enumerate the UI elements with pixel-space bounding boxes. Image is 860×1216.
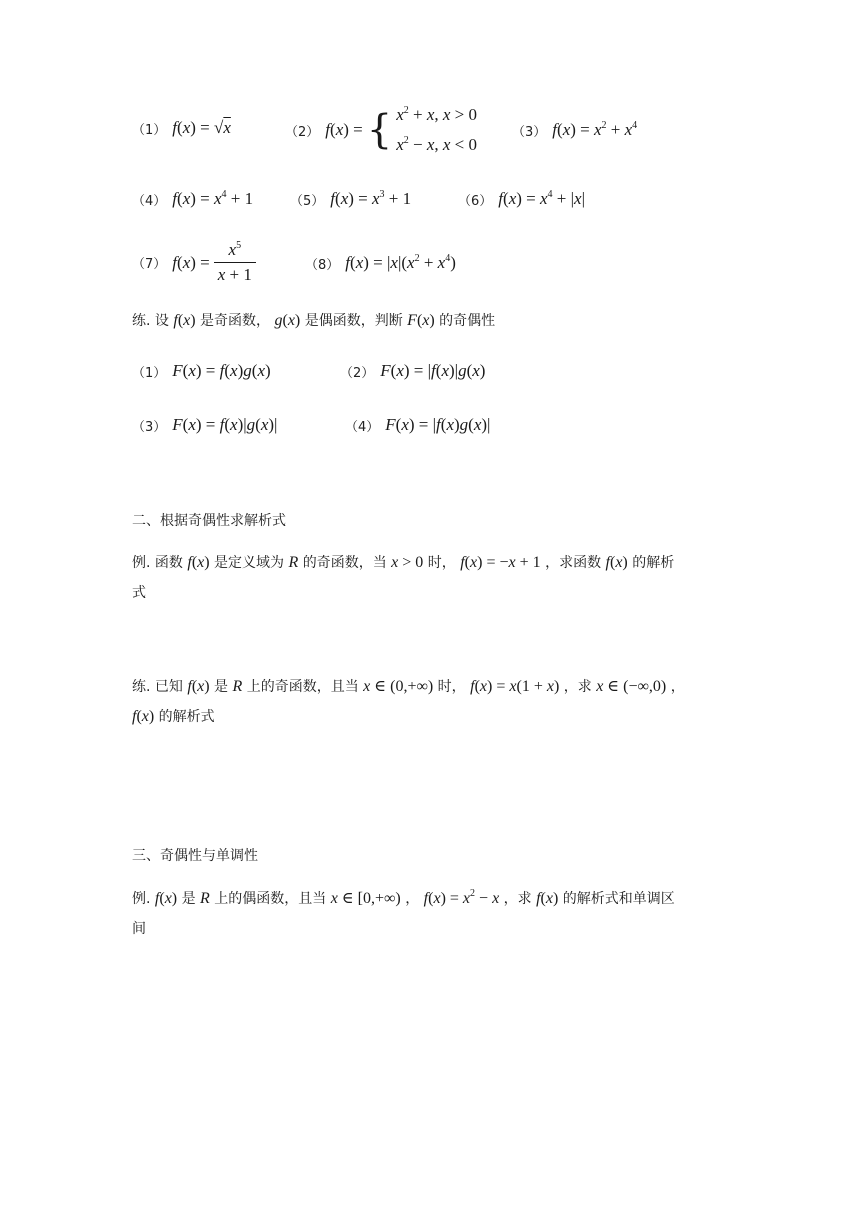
item-number: （1） — [132, 122, 167, 138]
math-expression: f(x) = √x — [172, 118, 231, 137]
exercise-item-5 — [290, 189, 411, 209]
math-expression: $f(x) = x^2 + x^4$ — [552, 120, 638, 139]
exercise-item-1 — [132, 118, 231, 138]
exercise-item-4 — [132, 189, 253, 209]
math-expression: f(x) = — [325, 120, 363, 139]
math-expression: $f(x) = x^4 + 1$ — [172, 189, 254, 208]
item-number: （3） — [512, 124, 547, 140]
math-expression: f(x) = — [172, 252, 210, 272]
math-expression: $f(x) = x^3 + 1$ — [330, 189, 412, 208]
exercise-item-7 — [132, 240, 256, 285]
example-2: 例. 函数 f(x) 是定义域为 R 的奇函数，当 x > 0 时， f(x) = −x + 1 ，求函数 f(x) 的解析 式 — [132, 554, 675, 601]
practice-2: 练. 已知 f(x) 是 R 上的奇函数，且当 x ∈ (0,+∞) 时， f(x) = x(1 + x) ，求 x ∈ (−∞,0) ， f(x) 的解析式 — [132, 678, 685, 725]
practice-1-item-3: （3） F(x) = f(x)|g(x)| — [132, 415, 278, 435]
exercise-item-8 — [305, 253, 456, 273]
item-number: （5） — [290, 193, 325, 209]
section-3-title: 三、奇偶性与单调性 — [132, 848, 258, 864]
item-number: （8） — [305, 257, 340, 273]
exercise-item-2 — [285, 105, 477, 155]
exercise-item-3 — [512, 120, 637, 140]
item-number: （4） — [132, 193, 167, 209]
practice-1-item-1: （1） F(x) = f(x)g(x) — [132, 361, 271, 381]
item-number: （7） — [132, 257, 167, 272]
practice-1-item-2: （2） F(x) = |f(x)|g(x) — [340, 361, 486, 381]
left-brace: { — [366, 107, 393, 153]
math-expression: $f(x) = x^4 + |x|$ — [498, 189, 585, 208]
exercise-item-6 — [458, 189, 585, 209]
practice-1-statement: 练. 设 f(x) 是奇函数， g(x) 是偶函数，判断 F(x) 的奇偶性 — [132, 312, 496, 329]
math-expression: $f(x) = |x|(x^2 + x^4)$ — [345, 253, 456, 272]
piecewise-cases: $x^2 + x$, x > 0 $x^2 - x$, x < 0 — [396, 105, 478, 154]
practice-1-item-4: （4） F(x) = |f(x)g(x)| — [345, 415, 491, 435]
item-number: （6） — [458, 193, 493, 209]
item-number: （2） — [285, 124, 320, 140]
fraction: $\frac{x^5}{x + 1}$ — [214, 240, 256, 285]
section-2-title: 二、根据奇偶性求解析式 — [132, 513, 286, 529]
example-3: 例. f(x) 是 R 上的偶函数，且当 x ∈ [0,+∞) ， $f(x) = x^2 - x$ ，求 f(x) 的解析式和单调区 间 — [132, 888, 675, 937]
